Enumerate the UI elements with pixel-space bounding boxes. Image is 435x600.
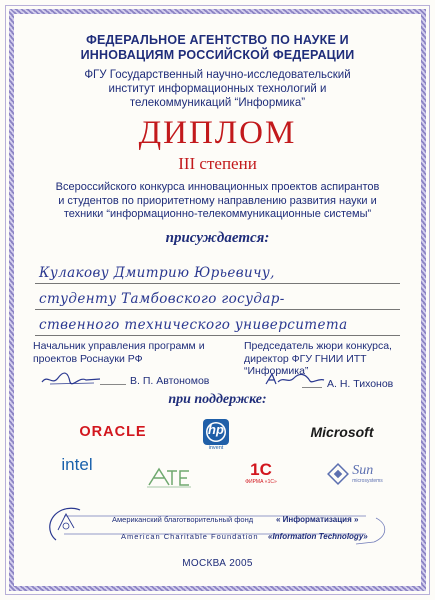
recipient-line <box>35 258 400 284</box>
recipient-line <box>35 284 400 310</box>
foundation-banner <box>36 506 404 548</box>
1c-logo <box>238 459 284 487</box>
left-signature-icon <box>40 368 102 390</box>
sun-logo-text: Sun <box>352 462 374 478</box>
right-signature-line <box>302 387 322 388</box>
agency-heading: ФЕДЕРАЛЬНОЕ АГЕНТСТВО ПО НАУКЕ И ИННОВАЦИЯМ РОССИЙСКОЙ ФЕДЕРАЦИИ <box>80 33 355 62</box>
hp-logo-subtext: invent <box>208 445 224 451</box>
left-signatory-title: Начальник управления программ и проектов Роснауки РФ <box>33 340 205 365</box>
sun-logo-text-block <box>352 464 383 485</box>
ate-logo-icon <box>145 465 193 489</box>
recipient-line <box>35 310 400 336</box>
diploma-title: ДИПЛОМ <box>138 115 297 151</box>
foundation-name-ru: Американский благотворительный фонд <box>112 515 254 524</box>
right-signatory-title: Председатель жюри конкурса, директор ФГУ ГНИИ ИТТ “Информика” <box>244 340 392 377</box>
hp-logo <box>199 419 233 453</box>
contest-description: Всероссийского конкурса инновационных проектов аспирантов и студентов по приоритетному направлению развития науки и техники “информационно-телекоммуникационные системы” <box>55 181 380 220</box>
recipient-affiliation: студенту Тамбовского государ- <box>39 291 285 307</box>
recipient-name: Кулакову Дмитрию Юрьевичу, <box>39 265 275 281</box>
microsoft-logo: Microsoft <box>310 424 374 440</box>
1c-logo-subtext: ФИРМА «1С» <box>245 478 277 485</box>
hp-logo-text: hp <box>208 422 224 437</box>
foundation-name-en: American Charitable Foundation <box>121 532 259 541</box>
sun-icon <box>327 463 349 485</box>
ate-logo <box>145 465 193 489</box>
sun-logo-subtext: microsystems <box>352 477 383 484</box>
left-signature-line <box>100 384 126 385</box>
institute-heading: ФГУ Государственный научно-исследовательский институт информационных технологий и телекоммуникаций “Информика” <box>84 69 351 109</box>
1c-logo-text: 1С <box>250 459 272 479</box>
awarded-label: присуждается: <box>165 230 270 246</box>
city-year: МОСКВА 2005 <box>182 558 253 569</box>
recipient-block <box>35 258 400 336</box>
sun-logo <box>322 460 388 488</box>
support-label: при поддержке: <box>168 392 267 407</box>
right-signatory-name: А. Н. Тихонов <box>327 378 394 390</box>
diploma-degree: III степени <box>178 154 257 173</box>
foundation-program-ru: « Информатизация » <box>276 515 359 524</box>
left-signatory-name: В. П. Автономов <box>130 375 210 387</box>
foundation-program-en: «Information Technology» <box>268 532 368 541</box>
recipient-affiliation: ственного технического университета <box>39 317 348 333</box>
intel-logo: intel <box>61 455 93 474</box>
oracle-logo: ORACLE <box>79 424 147 440</box>
